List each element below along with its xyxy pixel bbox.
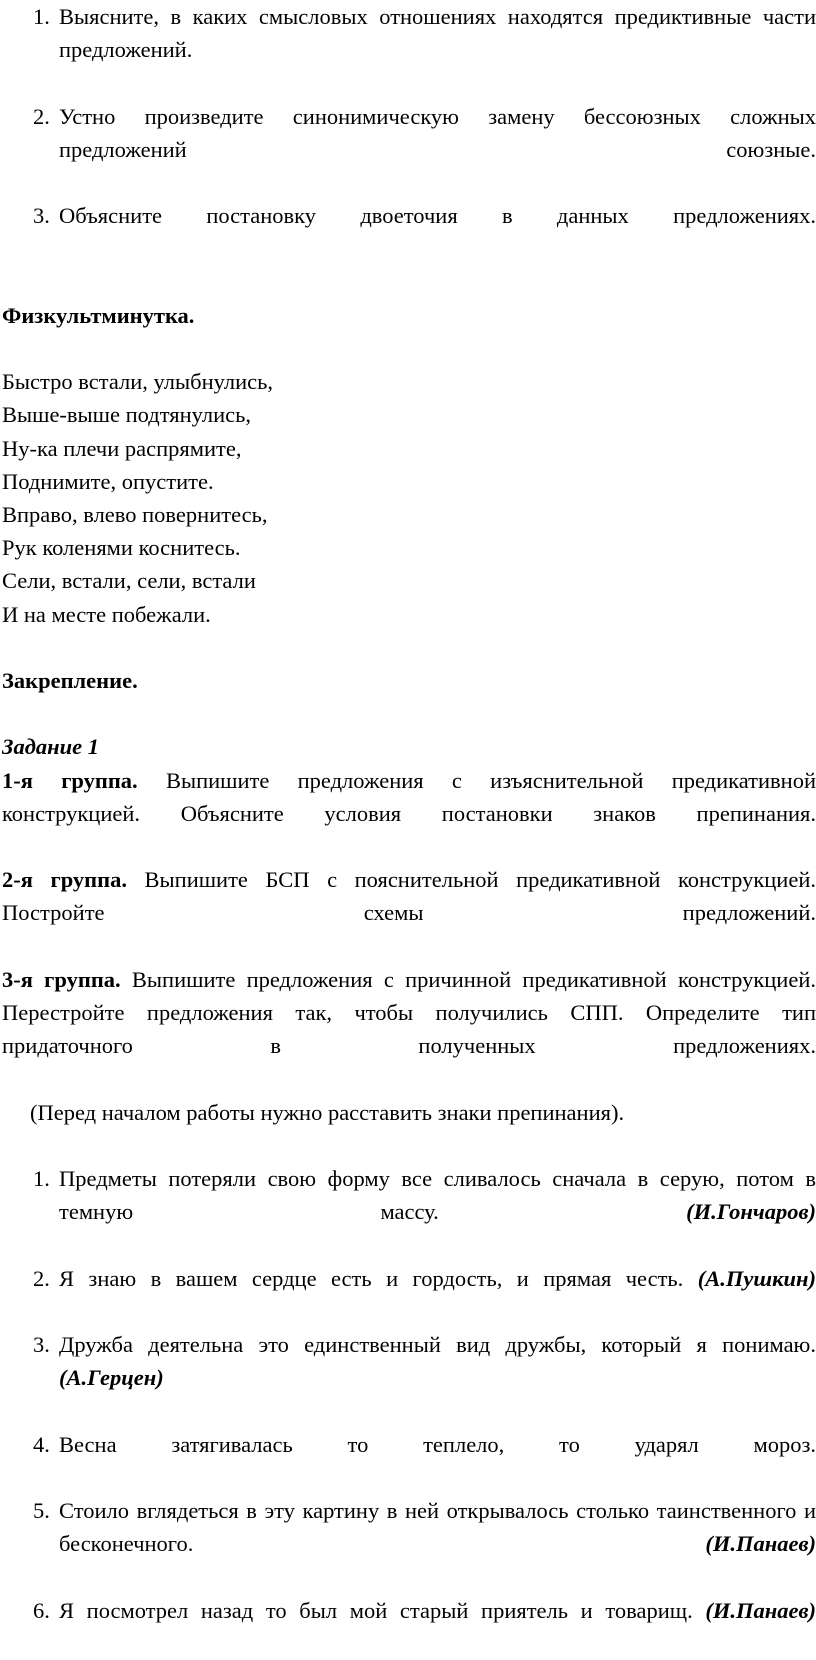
sentence-text: Предметы потеряли свою форму все сливалось сначала в серую, потом в темную массу. (59, 1166, 816, 1225)
spacer (2, 266, 816, 299)
poem-line: Поднимите, опустите. (2, 468, 214, 494)
group-label: 1-я группа. (2, 767, 138, 793)
group-paragraph-2 (2, 863, 816, 963)
spacer (2, 1129, 816, 1162)
list-item (2, 1328, 816, 1428)
poem-line: Быстро встали, улыбнулись, (2, 369, 274, 395)
poem-line: Ну-ка плечи распрямите, (2, 435, 242, 461)
task-title: Задание 1 (2, 734, 99, 760)
poem-line: Сели, встали, сели, встали (2, 568, 256, 594)
list-item-number: 2. (33, 103, 50, 129)
list-item-text: Объясните постановку двоеточия в данных предложениях. (59, 203, 816, 229)
spacer (2, 697, 816, 730)
list-item (2, 1594, 816, 1660)
poem-line: Выше-выше подтянулись, (2, 402, 252, 428)
sentence-author: (А.Герцен) (59, 1365, 164, 1391)
list-item-text: Выясните, в каких смысловых отношениях находятся предиктивные части предложений. (59, 4, 816, 63)
document-body (2, 0, 816, 1660)
list-item-text (59, 1162, 816, 1262)
group-paragraph-1 (2, 764, 816, 864)
sentence-author: (И.Панаев) (705, 1531, 816, 1557)
list-item (2, 100, 816, 200)
list-item-text (59, 1428, 816, 1494)
list-item (2, 1494, 816, 1594)
poem-line: Рук коленями коснитесь. (2, 535, 241, 561)
spacer (2, 332, 816, 365)
list-item-number: 5. (33, 1498, 50, 1524)
list-item (2, 1428, 816, 1494)
group-paragraph-3 (2, 963, 816, 1096)
spacer (2, 631, 816, 664)
sentence-author: (И.Панаев) (705, 1597, 816, 1623)
poem-line: Вправо, влево повернитесь, (2, 502, 268, 528)
list-item-number: 1. (33, 1166, 50, 1192)
group-label: 2-я группа. (2, 867, 127, 893)
list-item-text: Устно произведите синонимическую замену бессоюзных сложных предложений союзные. (59, 103, 816, 162)
list-item-number: 1. (33, 4, 50, 29)
poem-line: И на месте побежали. (2, 601, 211, 627)
sentence-text: Весна затягивалась то теплело, то ударял мороз. (59, 1431, 816, 1457)
list-item (2, 0, 816, 100)
list-item-number: 3. (33, 1332, 50, 1358)
sentence-author: (А.Пушкин) (697, 1265, 816, 1291)
top-task-list (2, 0, 816, 266)
sentence-text: Стоило вглядеться в эту картину в ней открывалось столько таинственного и бесконечного. (59, 1498, 816, 1557)
list-item-number: 6. (33, 1597, 50, 1623)
section-heading-zakreplenie: Закрепление. (2, 668, 138, 694)
poem-block (2, 365, 816, 631)
list-item-text (59, 1262, 816, 1328)
list-item-text (59, 1494, 816, 1594)
group-text: Выпишите предложения с изъяснительной предикативной конструкцией. Объясните условия постановки знаков препинания. (2, 767, 816, 826)
list-item (2, 1262, 816, 1328)
sentence-text: Я посмотрел назад то был мой старый приятель и товарищ. (59, 1597, 706, 1623)
list-item-number: 3. (33, 203, 50, 229)
list-item-number: 4. (33, 1431, 50, 1457)
list-item (2, 1162, 816, 1262)
list-item-text (59, 1328, 816, 1428)
sentence-author: (И.Гончаров) (686, 1199, 816, 1225)
sentence-text: Дружба деятельна это единственный вид дружбы, который я понимаю. (59, 1332, 816, 1358)
list-item-number: 2. (33, 1265, 50, 1291)
group-label: 3-я группа. (2, 966, 121, 992)
section-heading-fizkultminutka: Физкультминутка. (2, 302, 195, 328)
sentence-text: Я знаю в вашем сердце есть и гордость, и прямая честь. (59, 1265, 698, 1291)
sentences-list (2, 1162, 816, 1660)
group-text: Выпишите предложения с причинной предикативной конструкцией. Перестройте предложения так, чтобы получились СПП. Определите тип придаточного в полученных предложениях. (2, 966, 816, 1059)
list-item (2, 199, 816, 265)
group-text: Выпишите БСП с пояснительной предикативной конструкцией. Постройте схемы предложений. (2, 867, 816, 926)
instruction-note: (Перед началом работы нужно расставить знаки препинания). (30, 1099, 625, 1125)
list-item-text (59, 1594, 816, 1660)
